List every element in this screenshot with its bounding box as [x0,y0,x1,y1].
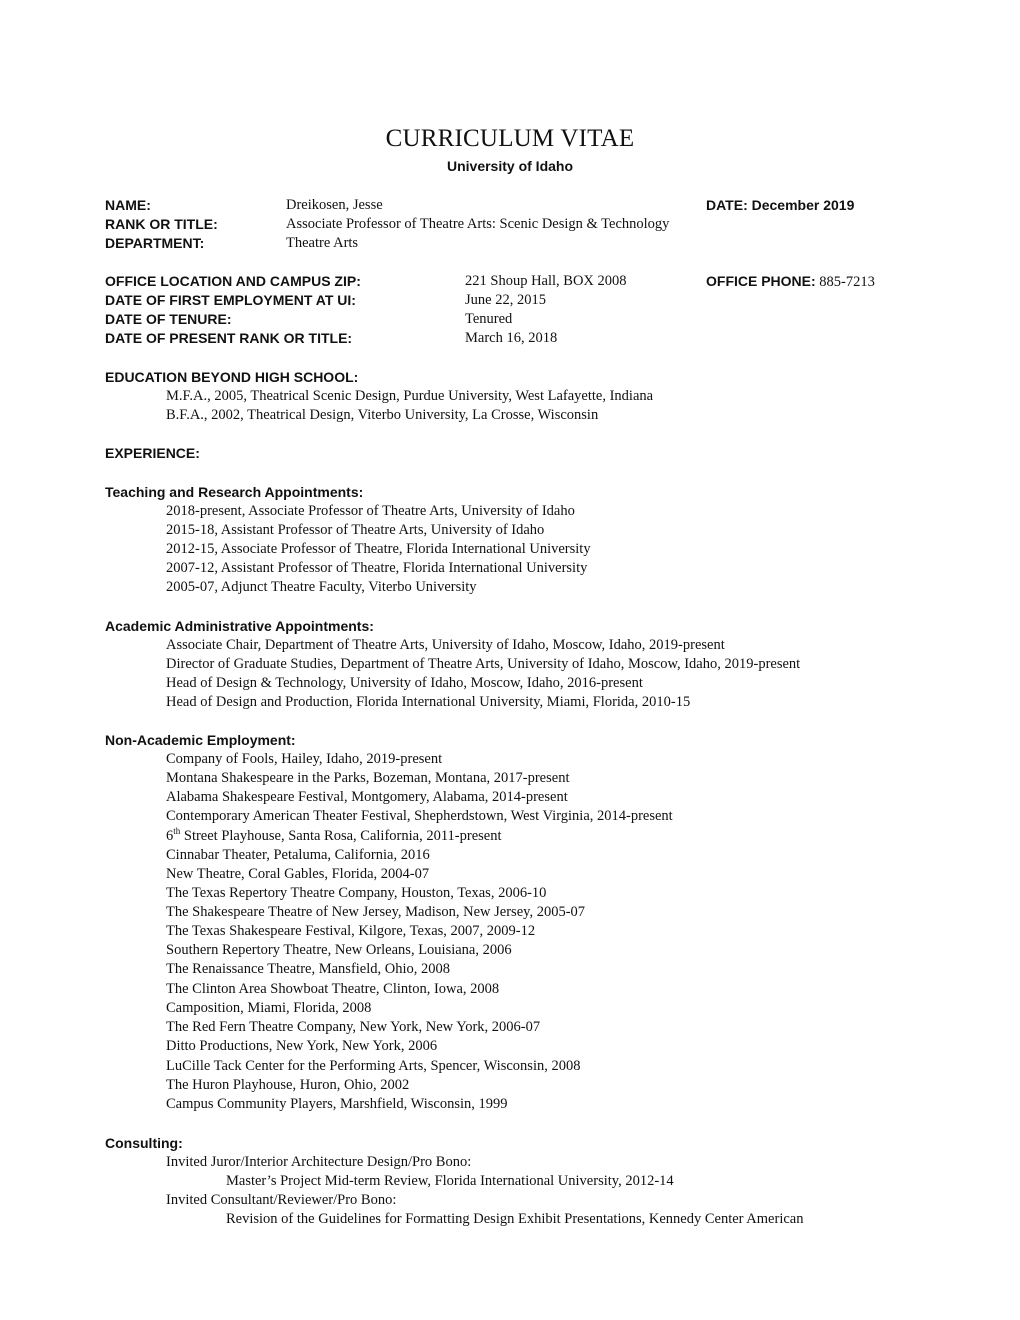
admin-heading: Academic Administrative Appointments: [105,618,374,634]
education-item: M.F.A., 2005, Theatrical Scenic Design, Purdue University, West Lafayette, Indiana [166,388,654,404]
teaching-heading: Teaching and Research Appointments: [105,484,364,500]
rank-label: RANK OR TITLE: [105,216,218,232]
first-employment-value: June 22, 2015 [465,292,546,308]
sixth-rest: Street Playhouse, Santa Rosa, California, 2011-present [180,828,502,844]
teaching-item: 2018-present, Associate Professor of Theatre Arts, University of Idaho [166,503,575,519]
present-rank-label: DATE OF PRESENT RANK OR TITLE: [105,330,353,346]
nonacademic-item: Campus Community Players, Marshfield, Wisconsin, 1999 [166,1096,508,1112]
nonacademic-item: The Texas Shakespeare Festival, Kilgore, Texas, 2007, 2009-12 [166,923,536,939]
rank-value: Associate Professor of Theatre Arts: Scenic Design & Technology [286,216,670,232]
office-phone [706,272,875,292]
name-value: Dreikosen, Jesse [286,197,383,213]
consulting-heading: Consulting: [105,1135,183,1151]
admin-item: Director of Graduate Studies, Department of Theatre Arts, University of Idaho, Moscow, Idaho, 2019-present [166,656,801,672]
nonacademic-item: Southern Repertory Theatre, New Orleans, Louisiana, 2006 [166,942,512,958]
nonacademic-item: Montana Shakespeare in the Parks, Bozeman, Montana, 2017-present [166,770,570,786]
nonacademic-item: Company of Fools, Hailey, Idaho, 2019-present [166,751,443,767]
office-phone-label: OFFICE PHONE: [706,273,816,289]
nonacademic-item: The Renaissance Theatre, Mansfield, Ohio, 2008 [166,961,451,977]
name-label: NAME: [105,197,151,213]
consulting-consultant: Invited Consultant/Reviewer/Pro Bono: [166,1192,397,1208]
date-label: DATE: December 2019 [706,197,855,213]
nonacademic-item: Alabama Shakespeare Festival, Montgomery, Alabama, 2014-present [166,789,568,805]
education-item: B.F.A., 2002, Theatrical Design, Viterbo University, La Crosse, Wisconsin [166,407,599,423]
department-value: Theatre Arts [286,235,359,251]
consulting-juror-detail: Master’s Project Mid-term Review, Florida International University, 2012-14 [226,1173,674,1189]
nonacademic-item: LuCille Tack Center for the Performing Arts, Spencer, Wisconsin, 2008 [166,1058,581,1074]
consulting-consultant-detail: Revision of the Guidelines for Formatting Design Exhibit Presentations, Kennedy Center American [226,1211,804,1227]
sixth-number: 6 [166,828,174,844]
sixth-superscript: th [173,826,181,837]
nonacademic-item-sixth-street [166,827,501,846]
office-location-value: 221 Shoup Hall, BOX 2008 [465,273,627,289]
nonacademic-item: The Texas Repertory Theatre Company, Houston, Texas, 2006-10 [166,885,547,901]
nonacademic-item: Camposition, Miami, Florida, 2008 [166,1000,372,1016]
nonacademic-item: The Huron Playhouse, Huron, Ohio, 2002 [166,1077,410,1093]
teaching-item: 2012-15, Associate Professor of Theatre, Florida International University [166,541,591,557]
office-location-label: OFFICE LOCATION AND CAMPUS ZIP: [105,273,361,289]
tenure-label: DATE OF TENURE: [105,311,232,327]
first-employment-label: DATE OF FIRST EMPLOYMENT AT UI: [105,292,356,308]
tenure-value: Tenured [465,311,513,327]
consulting-juror: Invited Juror/Interior Architecture Design/Pro Bono: [166,1154,472,1170]
nonacademic-item: Cinnabar Theater, Petaluma, California, 2016 [166,847,430,863]
document-title: CURRICULUM VITAE [385,125,635,152]
admin-item: Head of Design and Production, Florida International University, Miami, Florida, 2010-15 [166,694,691,710]
experience-heading: EXPERIENCE: [105,445,200,461]
admin-item: Associate Chair, Department of Theatre Arts, University of Idaho, Moscow, Idaho, 2019-present [166,637,725,653]
nonacademic-heading: Non-Academic Employment: [105,732,296,748]
education-heading: EDUCATION BEYOND HIGH SCHOOL: [105,369,359,385]
nonacademic-item: Contemporary American Theater Festival, Shepherdstown, West Virginia, 2014-present [166,808,673,824]
document-subtitle: University of Idaho [446,158,574,174]
office-phone-value: 885-7213 [815,274,875,290]
nonacademic-item: The Red Fern Theatre Company, New York, New York, 2006-07 [166,1019,541,1035]
nonacademic-item: New Theatre, Coral Gables, Florida, 2004-07 [166,866,430,882]
nonacademic-item: The Shakespeare Theatre of New Jersey, Madison, New Jersey, 2005-07 [166,904,586,920]
nonacademic-item: The Clinton Area Showboat Theatre, Clinton, Iowa, 2008 [166,981,500,997]
department-label: DEPARTMENT: [105,235,205,251]
admin-item: Head of Design & Technology, University of Idaho, Moscow, Idaho, 2016-present [166,675,643,691]
teaching-item: 2007-12, Assistant Professor of Theatre, Florida International University [166,560,588,576]
present-rank-value: March 16, 2018 [465,330,558,346]
teaching-item: 2015-18, Assistant Professor of Theatre Arts, University of Idaho [166,522,545,538]
teaching-item: 2005-07, Adjunct Theatre Faculty, Viterbo University [166,579,477,595]
nonacademic-item: Ditto Productions, New York, New York, 2006 [166,1038,438,1054]
